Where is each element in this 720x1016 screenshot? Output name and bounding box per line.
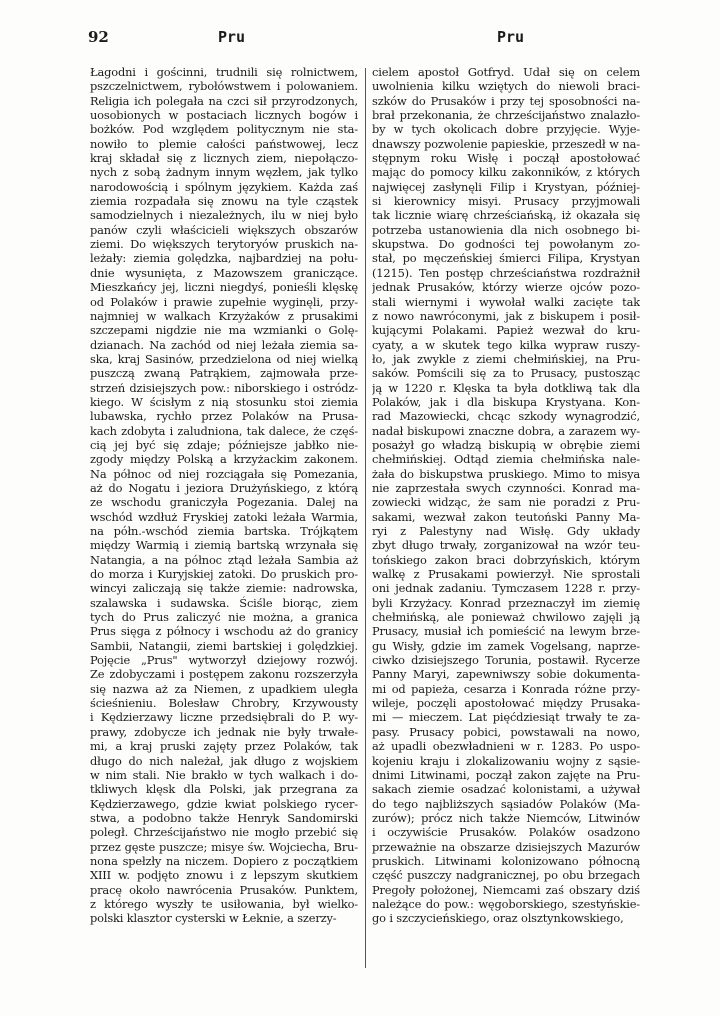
text-line: tońskiego zakon braci dobrzyńskich, którym [372, 552, 640, 567]
text-line: puszczą zwaną Patrąkiem, zajmowała prze- [90, 366, 358, 381]
text-line: ło, jak zwykle z ziemi chełmińskiej, na Pru- [372, 351, 640, 366]
running-headword-right: Pru [497, 28, 525, 46]
text-line: Polaków, jak i dla biskupa Krystyana. Kon- [372, 394, 640, 409]
text-line: kraj składał się z licznych ziem, niepołączo- [90, 151, 358, 166]
text-line: szczepami nigdzie nie ma wzmianki o Golę- [90, 323, 358, 338]
text-line: aż upadli obezwładnieni w r. 1283. Po uspo- [372, 739, 640, 754]
text-line: należące do pow.: węgoborskiego, szestyńskie- [372, 896, 640, 911]
text-line: część puszczy nadgranicznej, po obu brzegach [372, 868, 640, 883]
text-line: leżały: ziemia golędzka, najbardziej na połu- [90, 251, 358, 266]
text-line: stali wiernymi i wywołał walki zacięte tak [372, 294, 640, 309]
text-line: walkę z Prusakami powierzył. Nie sprostali [372, 567, 640, 582]
text-line: najwięcej zasłynęli Filip i Krystyan, później- [372, 179, 640, 194]
text-line: chełmińskiej. Odtąd ziemia chełmińska nale- [372, 452, 640, 467]
text-line: jednak Prusaków, którzy wierze ojców pozo- [372, 280, 640, 295]
text-line: poległ. Chrześcijaństwo nie mogło przebić się [90, 825, 358, 840]
text-line: Religia ich polegała na czci sił przyrodzonych, [90, 93, 358, 108]
text-line: pasy. Prusacy pobici, powstawali na nowo, [372, 724, 640, 739]
text-line: Prus sięga z północy i wschodu aż do granicy [90, 624, 358, 639]
text-line: z nowo nawróconymi, jak z biskupem i posił- [372, 308, 640, 323]
text-line: sakach ziemie osadzać kolonistami, a używał [372, 782, 640, 797]
text-line: Natangia, a na północ ztąd leżała Sambia aż [90, 552, 358, 567]
right-text-column [372, 65, 640, 926]
text-line: cyaty, a w skutek tego kilka wypraw ruszy- [372, 337, 640, 352]
text-line: dnimi Litwinami, począł zakon zajęte na Pru- [372, 767, 640, 782]
text-line: samodzielnych i niezależnych, ilu w niej było [90, 208, 358, 223]
text-line: prawy, zdobycze ich jednak nie były trwałe- [90, 724, 358, 739]
text-line: panów czyli właścicieli większych obszarów [90, 222, 358, 237]
text-line: tak licznie wiarę chrześciańską, iż okazała się [372, 208, 640, 223]
text-line: zowiecki widząc, że sam nie poradzi z Pru- [372, 495, 640, 510]
column-divider [365, 68, 366, 968]
text-line: Panny Maryi, zapewniwszy sobie dokumenta- [372, 667, 640, 682]
text-line: Pojęcie „Prus" wytworzył dziejowy rozwój. [90, 653, 358, 668]
text-line: i Kędzierzawy liczne przedsiębrali do P. wy- [90, 710, 358, 725]
text-line: między Warmią i ziemią bartską wrzynała się [90, 538, 358, 553]
text-line: si kierownicy misyi. Prusacy przyjmowali [372, 194, 640, 209]
text-line: pracę około nawrócenia Prusaków. Punktem, [90, 882, 358, 897]
text-line: (1215). Ten postęp chrześciaństwa rozdrażnił [372, 265, 640, 280]
text-line: XIII w. podjęto znowu i z lepszym skutkiem [90, 868, 358, 883]
text-line: przez gęste puszcze; misye św. Wojciecha, Bru- [90, 839, 358, 854]
text-line: zbyt długo trwały, zorganizował na wzór teu- [372, 538, 640, 553]
text-line: uosobionych w postaciach licznych bogów i [90, 108, 358, 123]
text-line: wileje, poczęli apostołować między Prusaka- [372, 696, 640, 711]
text-line: mi — mieczem. Lat pięćdziesiąt trwały te za- [372, 710, 640, 725]
text-line: wschód wzdłuż Fryskiej zatoki leżała Warmia, [90, 509, 358, 524]
text-line: narodowością i spólnym językiem. Każda zaś [90, 179, 358, 194]
text-line: w nim stali. Nie brakło w tych walkach i do- [90, 767, 358, 782]
text-line: się nazwa aż za Niemen, z upadkiem uległa [90, 681, 358, 696]
text-line: cią jej być się zdaje; późniejsze jabłko nie- [90, 437, 358, 452]
page-header [0, 28, 720, 52]
text-line: Pregoły położonej, Niemcami zaś obszary dziś [372, 882, 640, 897]
text-line: saków. Pomścili się za to Prusacy, pustosząc [372, 366, 640, 381]
text-line: nych z sobą żadnym innym węzłem, jak tylko [90, 165, 358, 180]
text-line: Mieszkańcy jej, liczni niegdyś, ponieśli klęskę [90, 280, 358, 295]
text-line: gu Wisły, gdzie im zamek Vogelsang, naprze- [372, 638, 640, 653]
text-line: Łagodni i gościnni, trudnili się rolnictwem, [90, 65, 358, 79]
text-line: od Polaków i prawie zupełnie wyginęli, przy- [90, 294, 358, 309]
text-line: oni jednak zadaniu. Tymczasem 1228 r. przy- [372, 581, 640, 596]
text-line: szalawska i sudawska. Ściśle biorąc, ziem [90, 595, 358, 610]
text-line: ziemi. Do większych terytoryów pruskich na- [90, 237, 358, 252]
text-line: potrzeba ustanowienia dla nich osobnego bi- [372, 222, 640, 237]
text-line: ska, kraj Sasinów, przedzielona od niej wielką [90, 351, 358, 366]
text-line: aż do Nogatu i jeziora Drużyńskiego, z którą [90, 480, 358, 495]
text-line: kach zdobyta i zaludniona, tak dalece, że częś- [90, 423, 358, 438]
text-line: mi, a kraj pruski zajęty przez Polaków, tak [90, 739, 358, 754]
text-line: bożków. Pod względem politycznym nie sta- [90, 122, 358, 137]
text-line: tych do Prus zaliczyć nie można, a granica [90, 610, 358, 625]
text-line: szków do Prusaków i przy tej sposobności na- [372, 93, 640, 108]
text-line: i oczywiście Prusaków. Polaków osadzono [372, 825, 640, 840]
text-line: pruskich. Litwinami kolonizowano północną [372, 853, 640, 868]
text-line: go i szczycieńskiego, oraz olsztynkowskiego, [372, 911, 624, 926]
text-line: kującymi Polakami. Papież wezwał do kru- [372, 323, 640, 338]
text-line: kiego. W ścisłym z nią stosunku stoi ziemia [90, 394, 358, 409]
text-line: z którego wyszły te usiłowania, był wielko- [90, 896, 358, 911]
text-line: nowiło to plemie całości państwowej, lecz [90, 136, 358, 151]
text-line: dzianach. Na zachód od niej leżała ziemia sa- [90, 337, 358, 352]
text-line: długo do nich należał, jak długo z wojskiem [90, 753, 358, 768]
text-line: stępnym roku Wisłę i począł apostołować [372, 151, 640, 166]
text-line: najmniej w walkach Krzyżaków z prusakimi [90, 308, 358, 323]
text-line: pszczelnictwem, rybołówstwem i polowaniem. [90, 79, 358, 94]
text-line: uwolnienia kilku wziętych do niewoli braci- [372, 79, 640, 94]
text-line: cielem apostoł Gotfryd. Udał się on celem [372, 65, 640, 79]
text-line: ziemia rozpadała się znowu na tyle cząstek [90, 194, 358, 209]
text-line: Kędzierzawego, gdzie kwiat polskiego rycer- [90, 796, 358, 811]
text-line: zgody między Polską a krzyżackim zakonem. [90, 452, 358, 467]
text-line: lubawska, rychło przez Polaków na Prusa- [90, 409, 358, 424]
text-line: nie zaprzestała swych czynności. Konrad ma- [372, 480, 640, 495]
text-line: Na północ od niej rozciągała się Pomezania, [90, 466, 358, 481]
text-line: dnawszy pozwolenie papieskie, przeszedł w na- [372, 136, 640, 151]
text-line: by w tych okolicach dobre przyjęcie. Wyje- [372, 122, 640, 137]
text-line: przeważnie na obszarze dzisiejszych Mazurów [372, 839, 640, 854]
left-text-column [90, 65, 358, 926]
text-line: Sambii, Natangii, ziemi bartskiej i golędzkiej. [90, 638, 358, 653]
text-line: mi od papieża, cesarza i Konrada różne przy- [372, 681, 640, 696]
text-line: ścieśnieniu. Bolesław Chrobry, Krzywousty [90, 696, 358, 711]
text-line: Prusacy, musiał ich pomieścić na lewym brze- [372, 624, 640, 639]
text-line: stwa, a podobno także Henryk Sandomirski [90, 810, 358, 825]
text-line: brał przekonania, że chrześcijaństwo znalazło- [372, 108, 640, 123]
text-line: tkliwych klęsk dla Polski, jak przegrana za [90, 782, 358, 797]
running-headword-left: Pru [218, 28, 246, 46]
text-line: strzeń dzisiejszych pow.: niborskiego i ostródz- [90, 380, 358, 395]
text-line: ryi z Palestyny nad Wisłę. Gdy układy [372, 524, 640, 538]
text-line: ją w 1220 r. Klęska ta była dotkliwą tak dla [372, 380, 640, 395]
text-line: polski klasztor cysterski w Łeknie, a szerzy- [90, 911, 337, 926]
text-line: ze wschodu graniczyła Pogezania. Dalej na [90, 495, 358, 510]
text-line: rad Mazowiecki, chcąc szkody wynagrodzić, [372, 409, 640, 424]
text-line: do morza i Kuryjskiej zatoki. Do pruskich pro- [90, 567, 358, 582]
text-line: kojeniu kraju i zlokalizowaniu wojny z sąsie- [372, 753, 640, 768]
text-line: stał, po męczeńskiej śmierci Filipa, Krystyan [372, 251, 640, 266]
text-line: do tego najbliższych sąsiadów Polaków (Ma- [372, 796, 640, 811]
text-line: posażył go władzą biskupią w obrębie ziemi [372, 437, 640, 452]
text-line: nadał biskupowi znaczne dobra, a zarazem wy- [372, 423, 640, 438]
text-line: na półn.-wschód ziemia bartska. Trójkątem [90, 524, 358, 538]
text-line: sakami, wezwał zakon teutoński Panny Ma- [372, 509, 640, 524]
text-line: żała do biskupstwa pruskiego. Mimo to misya [372, 466, 640, 481]
text-line: byli Krzyżacy. Konrad przeznaczył im ziemię [372, 595, 640, 610]
text-line: dnie wysunięta, z Mazowszem graniczące. [90, 265, 358, 280]
page-number: 92 [88, 28, 109, 46]
text-line: Ze zdobyczami i postępem zakonu rozszerzyła [90, 667, 358, 682]
text-line: ciwko dzisiejszego Torunia, postawił. Rycerze [372, 653, 640, 668]
text-line: wincyi zaliczają się także ziemie: nadrowska, [90, 581, 358, 596]
text-line: nona spełzły na niczem. Dopiero z początkiem [90, 853, 358, 868]
text-line: chełmińską, ale ponieważ chwilowo zajęli ją [372, 610, 640, 625]
text-line: mając do pomocy kilku zakonników, z których [372, 165, 640, 180]
text-line: zurów); prócz nich także Niemców, Litwinów [372, 810, 640, 825]
text-line: skupstwa. Do godności tej powołanym zo- [372, 237, 640, 252]
